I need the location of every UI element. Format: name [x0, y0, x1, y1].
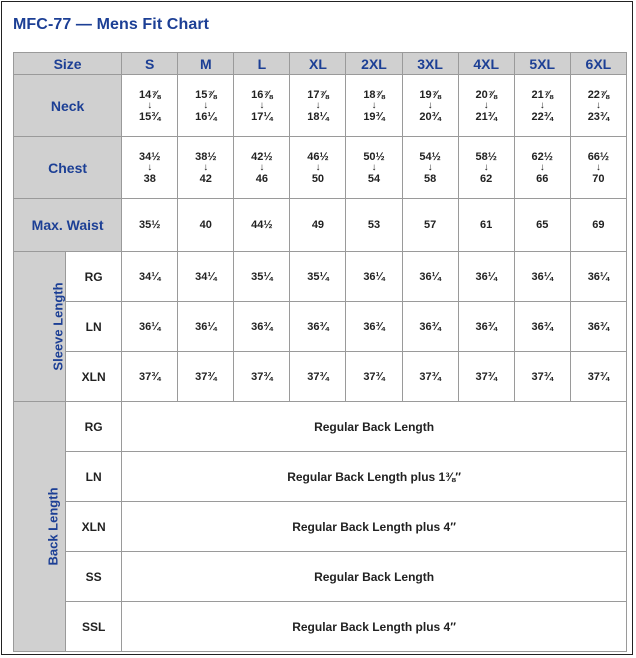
arrow-down-icon: ↓	[371, 161, 377, 173]
sleeve-value: 37¾	[234, 352, 290, 402]
waist-value: 61	[458, 199, 514, 252]
size-header-s: S	[122, 53, 178, 75]
arrow-down-icon: ↓	[483, 99, 489, 111]
neck-range-cell	[178, 75, 234, 137]
chest-to-value: 38	[143, 172, 156, 185]
sleeve-value: 36¼	[402, 252, 458, 302]
waist-label: Max. Waist	[14, 199, 122, 252]
size-header-2xl: 2XL	[346, 53, 402, 75]
arrow-down-icon: ↓	[539, 99, 545, 111]
waist-value: 40	[178, 199, 234, 252]
sleeve-length-label	[14, 252, 66, 402]
back-row	[14, 552, 627, 602]
chest-to-value: 58	[423, 172, 437, 185]
waist-value: 35½	[122, 199, 178, 252]
waist-value: 53	[346, 199, 402, 252]
back-length-label	[14, 402, 66, 652]
size-header-5xl: 5XL	[514, 53, 570, 75]
chest-range-cell	[290, 137, 346, 199]
back-row	[14, 502, 627, 552]
neck-range-cell	[346, 75, 402, 137]
back-row	[14, 602, 627, 652]
neck-from-value: 19⅞	[419, 88, 441, 101]
sleeve-value: 36¼	[514, 252, 570, 302]
sleeve-value: 36¾	[346, 302, 402, 352]
sleeve-value: 35¼	[290, 252, 346, 302]
sleeve-value: 36¼	[122, 302, 178, 352]
arrow-down-icon: ↓	[259, 99, 265, 111]
neck-to-value: 15¾	[139, 110, 161, 123]
sleeve-value: 36¾	[514, 302, 570, 352]
sleeve-value: 36¼	[458, 252, 514, 302]
sleeve-sub-label: LN	[66, 302, 122, 352]
arrow-down-icon: ↓	[315, 161, 321, 173]
sleeve-value: 37¾	[402, 352, 458, 402]
chest-from-value: 54½	[419, 150, 441, 163]
waist-row	[14, 199, 627, 252]
neck-range-cell	[514, 75, 570, 137]
chest-from-value: 62½	[531, 150, 553, 163]
back-length-text: Back Length	[45, 487, 61, 566]
back-sub-label: SS	[66, 552, 122, 602]
back-sub-label: SSL	[66, 602, 122, 652]
size-header-m: M	[178, 53, 234, 75]
sleeve-value: 37¾	[570, 352, 626, 402]
waist-value: 65	[514, 199, 570, 252]
size-header: Size	[14, 53, 122, 75]
arrow-down-icon: ↓	[539, 161, 545, 173]
waist-value: 49	[290, 199, 346, 252]
back-sub-label: XLN	[66, 502, 122, 552]
neck-to-value: 22¾	[531, 110, 553, 123]
back-length-value: Regular Back Length plus 1⅜″	[122, 452, 627, 502]
sleeve-value: 37¾	[514, 352, 570, 402]
sleeve-value: 35¼	[234, 252, 290, 302]
sleeve-value: 37¾	[290, 352, 346, 402]
chest-from-value: 34½	[139, 150, 161, 163]
sleeve-value: 34¼	[122, 252, 178, 302]
sleeve-value: 37¾	[346, 352, 402, 402]
neck-from-value: 15⅞	[195, 88, 217, 101]
arrow-down-icon: ↓	[483, 161, 489, 173]
back-length-value: Regular Back Length plus 4″	[122, 502, 627, 552]
chest-to-value: 54	[367, 172, 381, 185]
chest-range-cell	[570, 137, 626, 199]
arrow-down-icon: ↓	[147, 99, 153, 111]
size-header-xl: XL	[290, 53, 346, 75]
neck-from-value: 22⅞	[587, 88, 610, 101]
sleeve-sub-label: XLN	[66, 352, 122, 402]
chest-from-value: 50½	[363, 150, 385, 163]
neck-from-value: 17⅞	[307, 88, 329, 101]
header-row	[14, 53, 627, 75]
sleeve-value: 36¼	[570, 252, 626, 302]
chest-from-value: 42½	[251, 150, 273, 163]
sleeve-value: 34¼	[178, 252, 234, 302]
chest-range-cell	[402, 137, 458, 199]
fit-chart-frame	[1, 1, 633, 655]
neck-row	[14, 75, 627, 137]
waist-value: 57	[402, 199, 458, 252]
chest-to-value: 62	[480, 172, 493, 185]
sleeve-sub-label: RG	[66, 252, 122, 302]
chest-to-value: 50	[311, 172, 325, 185]
waist-value: 69	[570, 199, 626, 252]
neck-to-value: 21¾	[475, 110, 497, 123]
neck-label: Neck	[14, 75, 122, 137]
back-length-value: Regular Back Length plus 4″	[122, 602, 627, 652]
sleeve-value: 37¾	[178, 352, 234, 402]
neck-range-cell	[290, 75, 346, 137]
neck-from-value: 14⅞	[139, 88, 161, 101]
chest-to-value: 46	[255, 172, 268, 185]
chart-title: MFC-77 — Mens Fit Chart	[13, 16, 210, 33]
sleeve-value: 36¼	[178, 302, 234, 352]
chest-range-cell	[346, 137, 402, 199]
back-row	[14, 452, 627, 502]
chest-range-cell	[514, 137, 570, 199]
sleeve-row	[14, 352, 627, 402]
neck-from-value: 16⅞	[251, 88, 273, 101]
back-length-value: Regular Back Length	[122, 552, 627, 602]
sleeve-length-text: Sleeve Length	[50, 282, 66, 371]
arrow-down-icon: ↓	[259, 161, 265, 173]
arrow-down-icon: ↓	[203, 99, 209, 111]
chest-range-cell	[234, 137, 290, 199]
back-row	[14, 402, 627, 452]
neck-from-value: 18⅞	[363, 88, 385, 101]
arrow-down-icon: ↓	[203, 161, 209, 173]
neck-to-value: 23¾	[587, 110, 610, 123]
chest-row	[14, 137, 627, 199]
neck-range-cell	[570, 75, 626, 137]
back-sub-label: LN	[66, 452, 122, 502]
sleeve-value: 36¾	[234, 302, 290, 352]
back-sub-label: RG	[66, 402, 122, 452]
size-header-6xl: 6XL	[570, 53, 626, 75]
chest-range-cell	[458, 137, 514, 199]
neck-to-value: 19¾	[363, 110, 385, 123]
arrow-down-icon: ↓	[595, 161, 601, 173]
waist-value: 44½	[234, 199, 290, 252]
chest-to-value: 70	[592, 172, 605, 185]
sleeve-value: 36¾	[458, 302, 514, 352]
chest-label: Chest	[14, 137, 122, 199]
sleeve-value: 36¼	[346, 252, 402, 302]
arrow-down-icon: ↓	[315, 99, 321, 111]
sleeve-value: 37¾	[122, 352, 178, 402]
neck-range-cell	[458, 75, 514, 137]
chest-from-value: 66½	[587, 150, 610, 163]
size-header-3xl: 3XL	[402, 53, 458, 75]
back-length-value: Regular Back Length	[122, 402, 627, 452]
neck-from-value: 21⅞	[531, 88, 553, 101]
neck-to-value: 20¾	[419, 110, 441, 123]
sleeve-value: 36¾	[570, 302, 626, 352]
neck-range-cell	[122, 75, 178, 137]
arrow-down-icon: ↓	[427, 161, 433, 173]
arrow-down-icon: ↓	[371, 99, 377, 111]
sleeve-row	[14, 302, 627, 352]
sleeve-value: 36¾	[402, 302, 458, 352]
neck-range-cell	[234, 75, 290, 137]
size-header-4xl: 4XL	[458, 53, 514, 75]
chest-to-value: 66	[536, 172, 549, 185]
neck-to-value: 17¼	[251, 110, 273, 123]
chest-range-cell	[122, 137, 178, 199]
chest-to-value: 42	[199, 172, 212, 185]
arrow-down-icon: ↓	[147, 161, 153, 173]
chest-range-cell	[178, 137, 234, 199]
fit-chart-table	[13, 52, 627, 652]
chest-from-value: 38½	[195, 150, 217, 163]
sleeve-value: 37¾	[458, 352, 514, 402]
chest-from-value: 58½	[475, 150, 497, 163]
sleeve-row	[14, 252, 627, 302]
sleeve-value: 36¾	[290, 302, 346, 352]
arrow-down-icon: ↓	[427, 99, 433, 111]
size-header-l: L	[234, 53, 290, 75]
chest-from-value: 46½	[307, 150, 329, 163]
neck-to-value: 16¼	[195, 110, 217, 123]
neck-from-value: 20⅞	[475, 88, 497, 101]
arrow-down-icon: ↓	[595, 99, 601, 111]
neck-range-cell	[402, 75, 458, 137]
neck-to-value: 18¼	[307, 110, 329, 123]
